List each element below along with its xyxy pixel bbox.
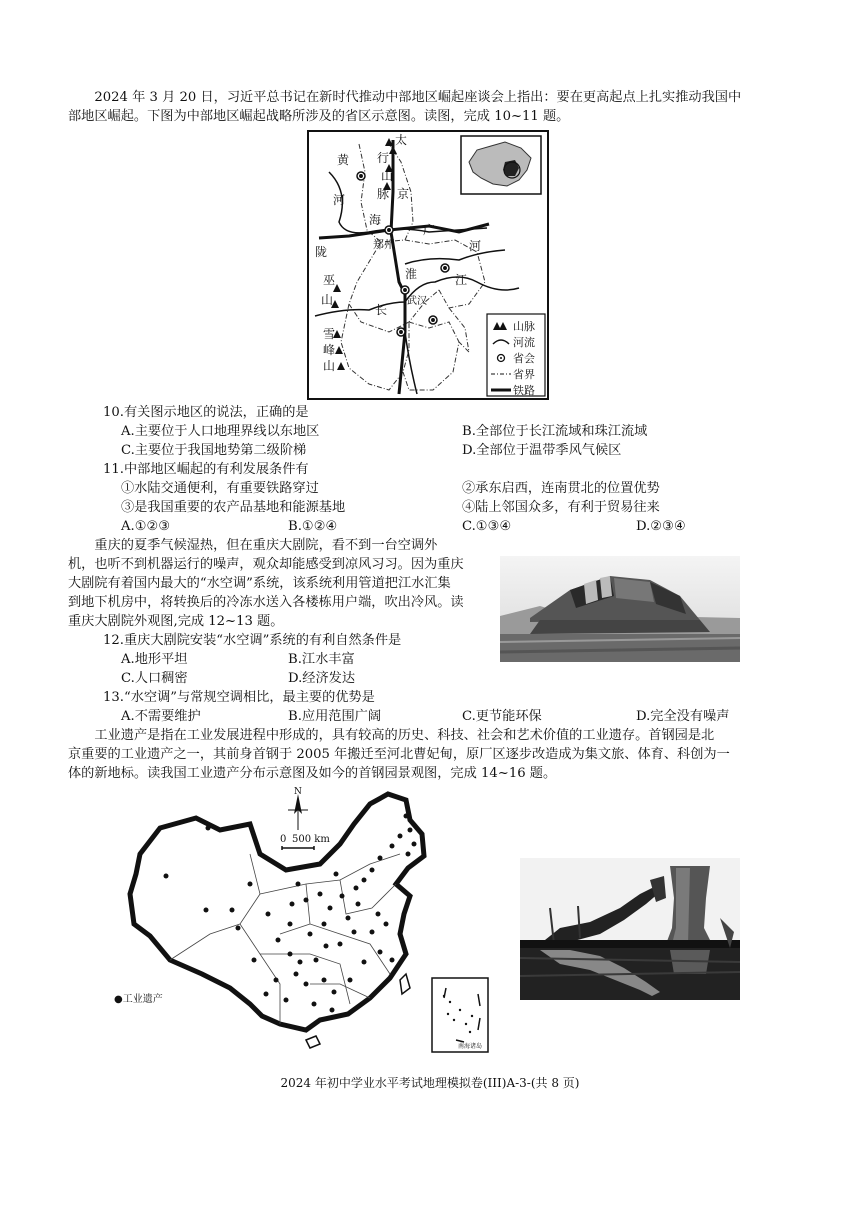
label-tai: 太 (395, 133, 408, 147)
question-10-stem: 10.有关图示地区的说法，正确的是 (103, 405, 309, 420)
q13-option-b: B.应用范围广阔 (288, 709, 382, 724)
intro-2-line-1: 重庆的夏季气候湿热，但在重庆大剧院，看不到一台空调外 (94, 538, 438, 553)
intro-2-line-2: 机，也听不到机器运行的噪声，观众却能感受到凉风习习。因为重庆 (68, 557, 464, 572)
legend-capital: 省会 (513, 352, 535, 365)
q10-option-d: D.全部位于温带季风气候区 (462, 443, 622, 458)
q12-option-c: C.人口稠密 (121, 671, 188, 686)
map2-legend: ●工业遗产 (114, 994, 163, 1005)
q12-option-a: A.地形平坦 (121, 652, 188, 667)
label-chang: 长 (375, 303, 388, 317)
legend-mountain: 山脉 (513, 320, 535, 333)
scale-length: 500 km (292, 834, 330, 845)
china-industrial-heritage-map (110, 784, 495, 1056)
question-13-stem: 13.“水空调”与常规空调相比，最主要的优势是 (103, 690, 375, 705)
intro-3-line-3: 体的新地标。读我国工业遗产分布示意图及如今的首钢园景观图，完成 14~16 题。 (68, 766, 557, 781)
q13-option-c: C.更节能环保 (462, 709, 542, 724)
label-wuhan: 武汉 (407, 296, 427, 307)
china-outline (130, 794, 424, 1030)
long-hai-railway (319, 224, 489, 238)
intro-3-line-2: 京重要的工业遗产之一，其前身首钢于 2005 年搬迁至河北曹妃甸，原厂区逐步改造成为集文旅、体育、科创为一 (68, 747, 730, 762)
north-label: N (294, 787, 302, 797)
label-he-1: 河 (333, 193, 346, 207)
chongqing-grand-theatre-photo (500, 556, 740, 662)
hainan-island (306, 1036, 320, 1048)
theatre-photo-drawing (500, 556, 740, 662)
q11-option-b: B.①②④ (288, 519, 338, 534)
intro-2-line-4: 到地下机房中，将转换后的冷冻水送入各楼栋用户端，吹出冷风。读 (68, 595, 464, 610)
label-shan-1: 山 (381, 169, 394, 183)
q11-statement-2: ②承东启西，连南贯北的位置优势 (462, 481, 660, 496)
q10-option-b: B.全部位于长江流域和珠江流域 (462, 424, 648, 439)
q11-statement-3: ③是我国重要的农产品基地和能源基地 (121, 500, 346, 515)
question-11-stem: 11.中部地区崛起的有利发展条件有 (103, 462, 309, 477)
scale-zero: 0 (280, 834, 287, 845)
label-shan-2: 山 (321, 293, 334, 307)
label-wu: 巫 (323, 273, 336, 287)
q11-option-d: D.②③④ (636, 519, 686, 534)
shougang-park-photo (520, 858, 740, 1000)
label-hai: 海 (369, 213, 382, 227)
q12-option-d: D.经济发达 (288, 671, 356, 686)
page-footer: 2024 年初中学业水平考试地理模拟卷(III)A-3-(共 8 页) (280, 1076, 580, 1090)
q13-option-a: A.不需要维护 (121, 709, 201, 724)
legend-river: 河流 (513, 336, 535, 349)
legend-railway: 铁路 (513, 384, 535, 397)
q12-option-b: B.江水丰富 (288, 652, 355, 667)
intro-paragraph-1-cont (68, 107, 798, 126)
label-guang: 广 (423, 223, 436, 237)
scale-bar (280, 834, 330, 850)
label-jing: 京 (397, 187, 410, 201)
intro-paragraph-2 (68, 536, 498, 631)
huai-river (405, 250, 505, 264)
q11-option-c: C.①③④ (462, 519, 512, 534)
intro-3-line-1: 工业遗产是指在工业发展进程中形成的，具有较高的历史、科技、社会和艺术价值的工业遗存。首钢园是北 (94, 728, 715, 743)
question-12-stem: 12.重庆大剧院安装“水空调”系统的有利自然条件是 (103, 633, 402, 648)
q13-option-d: D.完全没有噪声 (636, 709, 730, 724)
taiwan-island (400, 974, 410, 994)
q10-option-c: C.主要位于我国地势第二级阶梯 (121, 443, 307, 458)
intro-paragraph-3 (68, 726, 798, 783)
north-arrow-icon (288, 787, 308, 830)
label-he-2: 河 (469, 239, 482, 253)
central-region-map-drawing (309, 132, 547, 398)
intro-2-line-5: 重庆大剧院外观图,完成 12~13 题。 (68, 614, 284, 629)
label-zhengzhou: 郑州 (373, 238, 395, 251)
intro-1-line-2: 部地区崛起。下图为中部地区崛起战略所涉及的省区示意图。读图，完成 10~11 题。 (68, 109, 570, 124)
label-huai: 淮 (405, 267, 418, 281)
q10-option-a: A.主要位于人口地理界线以东地区 (121, 424, 320, 439)
legend-border: 省界 (513, 368, 535, 381)
intro-1-line-1: 2024 年 3 月 20 日，习近平总书记在新时代推动中部地区崛起座谈会上指出：要在更高起点上扎实推动我国中 (94, 90, 742, 105)
label-mai: 脉 (377, 187, 390, 201)
label-feng: 峰 (323, 343, 336, 357)
label-long: 陇 (315, 245, 328, 259)
label-jiang: 江 (455, 273, 468, 287)
label-shan-3: 山 (323, 359, 336, 373)
q11-option-a: A.①②③ (121, 519, 171, 534)
label-hang: 行 (377, 151, 390, 165)
intro-paragraph-1 (68, 88, 798, 107)
q11-statement-4: ④陆上邻国众多，有利于贸易往来 (462, 500, 660, 515)
shougang-photo-drawing (520, 858, 740, 1000)
intro-2-line-3: 大剧院有着国内最大的“水空调”系统，该系统利用管道把江水汇集 (68, 576, 451, 591)
map-legend (487, 314, 545, 397)
central-region-map (307, 130, 549, 400)
label-xue: 雪 (323, 327, 336, 341)
inset-label: 南海诸岛 (458, 1043, 483, 1050)
q11-statement-1: ①水陆交通便利，有重要铁路穿过 (121, 481, 319, 496)
jing-guang-railway (391, 140, 405, 394)
china-map-drawing (110, 784, 495, 1056)
label-huang: 黄 (337, 153, 350, 167)
